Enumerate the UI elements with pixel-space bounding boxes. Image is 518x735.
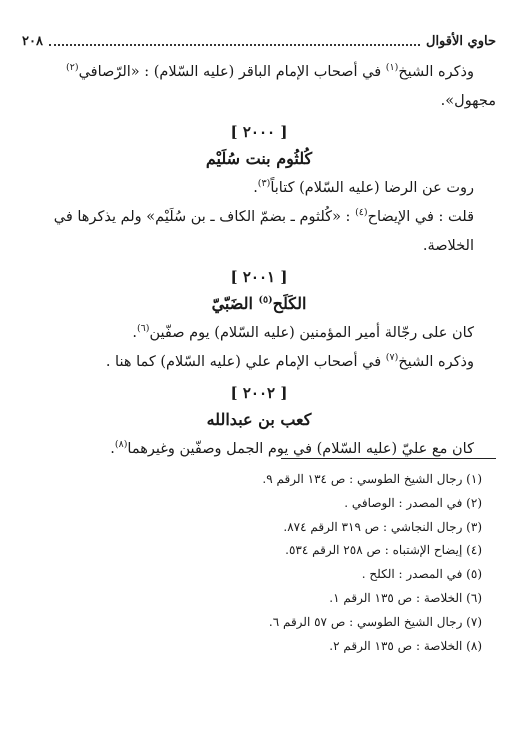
entry-text: كان مع عليّ (عليه السّلام) في يوم الجمل وصفّين وغيرهما: [127, 441, 474, 457]
footnote: (٤) إيضاح الإشتباه : ص ٢٥٨ الرقم ٥٣٤.: [285, 543, 482, 558]
footnote-ref: (٦): [136, 323, 150, 335]
page-number: ٢٠٨: [22, 33, 43, 49]
entry-text: قلت : في الإيضاح: [367, 209, 474, 225]
footnote: (١) رجال الشيخ الطوسي : ص ١٣٤ الرقم ٩.: [262, 472, 482, 486]
running-title: حاوي الأقوال: [426, 33, 496, 49]
entry-name: كعب بن عبدالله: [206, 410, 312, 429]
footnote-ref: (٢): [66, 62, 79, 74]
footnote: (٧) رجال الشيخ الطوسي : ص ٥٧ الرقم ٦.: [268, 614, 482, 629]
intro-text-2: في أصحاب الإمام الباقر (عليه السّلام) : «الرّصافي: [78, 64, 386, 80]
footnote: (٥) في المصدر : الكلح .: [361, 567, 482, 582]
entry-paragraph: [22, 319, 496, 348]
entry-text: وذكره الشيخ: [398, 354, 474, 370]
entry-name-text-2: الضَبّيّ: [211, 294, 259, 313]
header-dotted-leader: [49, 36, 420, 46]
entry-text-end: .: [132, 325, 137, 341]
footnote: (٢) في المصدر : الوصافي .: [344, 495, 482, 510]
entry-text-continued: : «كُلثوم ـ بضمّ الكاف ـ بن سُلَيْم» ولم يذكرها في الخلاصة.: [53, 209, 474, 254]
footnote-ref: (٥): [258, 294, 273, 306]
entry-name-text: الكَلَح: [272, 294, 307, 313]
footnote-ref: (٧): [385, 352, 399, 364]
entry-number: [ ٢٠٠١ ]: [230, 268, 288, 286]
main-text: [22, 58, 496, 464]
entry-number: [ ٢٠٠٠ ]: [230, 123, 288, 141]
page-header: [22, 30, 496, 52]
entry-name: [22, 291, 496, 317]
entry-paragraph: [22, 174, 496, 203]
entry-paragraph: [22, 435, 496, 464]
entry-text: كان على رجّالة أمير المؤمنين (عليه السّلام) يوم صفّين: [149, 325, 474, 341]
footnote-ref: (١): [385, 62, 399, 74]
entry-text-end: .: [110, 441, 115, 457]
intro-paragraph: [22, 58, 496, 87]
entry-paragraph: [22, 203, 496, 261]
footnote-ref: (٤): [355, 207, 368, 219]
entry-name: كُلثُوم بنت سُلَيْم: [205, 149, 313, 168]
entry-text: روت عن الرضا (عليه السّلام) كتاباً: [270, 180, 474, 196]
footnote: (٣) رجال النجاشي : ص ٣١٩ الرقم ٨٧٤.: [283, 519, 482, 534]
entry-text-end: .: [253, 180, 258, 196]
footnote: (٦) الخلاصة : ص ١٣٥ الرقم ١.: [329, 590, 482, 605]
footnote-ref: (٨): [114, 439, 128, 451]
footnote: (٨) الخلاصة : ص ١٣٥ الرقم ٢.: [329, 638, 482, 653]
entry-text-continued: في أصحاب الإمام علي (عليه السّلام) كما هنا .: [105, 354, 386, 370]
entry-number: [ ٢٠٠٢ ]: [230, 384, 288, 402]
entry-paragraph: [22, 348, 496, 377]
intro-text-1: وذكره الشيخ: [398, 64, 474, 80]
footnote-separator: [281, 458, 496, 459]
footnote-ref: (٣): [257, 178, 271, 190]
footnotes: [22, 468, 496, 658]
intro-continuation: مجهول».: [440, 93, 496, 109]
